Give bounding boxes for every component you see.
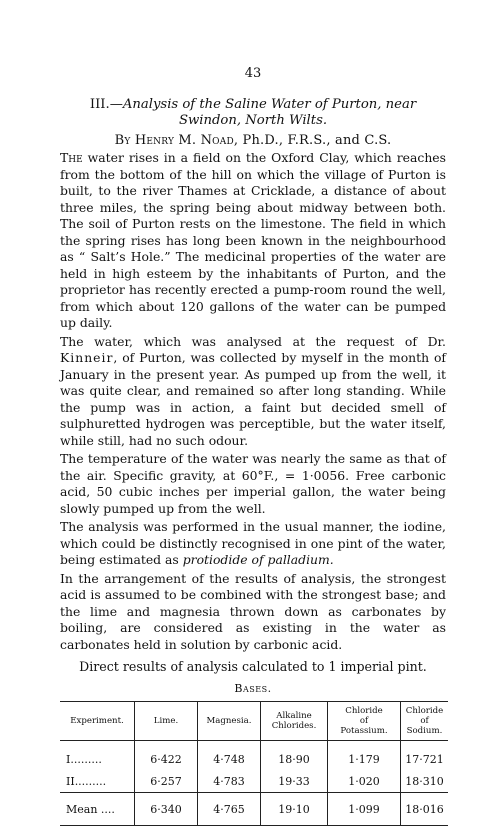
- paragraph-4: [60, 519, 446, 569]
- header-lime-text: Lime.: [153, 716, 179, 726]
- header-chloride-potassium: [328, 702, 401, 741]
- title-numeral: III.: [89, 97, 110, 112]
- table-row-mean: [60, 793, 448, 826]
- author-line: [60, 133, 446, 148]
- cell: 17·721: [401, 741, 449, 771]
- paragraph-3: The temperature of the water was nearly the same as that of the air. Specific gravity, at 60°F., = 1·0056. Free carbonic acid, 50 cubic inches per imperial gallon, the water being slowly pumped up from the well.: [60, 451, 446, 516]
- cell: 6·340: [135, 793, 198, 826]
- paragraph-2-name: Kinneir: [60, 350, 114, 365]
- table-heading: Bases.: [234, 682, 272, 695]
- page: [60, 66, 446, 826]
- cell: 6·422: [135, 741, 198, 771]
- header-experiment-text: Experiment.: [70, 716, 124, 726]
- header-alkaline-l1: Alkaline: [276, 711, 312, 721]
- paragraph-2: [60, 334, 446, 450]
- header-potassium-l3: Potassium.: [340, 726, 388, 736]
- cell: 18·310: [401, 770, 449, 793]
- cell: 1·020: [328, 770, 401, 793]
- dropcap: The: [60, 150, 83, 165]
- paragraph-5: In the arrangement of the results of analysis, the strongest acid is assumed to be combined with the strongest base; and the lime and magnesia thrown down as carbonates by boiling, are considered as existing in the water as carbonates held in solution by carbonic acid.: [60, 570, 446, 652]
- cell: 4·748: [198, 741, 261, 771]
- cell: 4·783: [198, 770, 261, 793]
- cell: 19·33: [261, 770, 328, 793]
- cell: 18·90: [261, 741, 328, 771]
- paragraph-2-before: The water, which was analysed at the request of Dr.: [60, 333, 446, 349]
- table-header-row: [60, 702, 448, 741]
- cell: I.........: [66, 752, 102, 766]
- paragraph-4-before: The analysis was performed in the usual manner, the iodine, which could be distinctly recognised in one pint of the water, being estimated as: [60, 519, 446, 567]
- header-sodium-l3: Sodium.: [406, 726, 443, 736]
- header-potassium-l2: of: [359, 716, 369, 726]
- results-table: [60, 701, 448, 826]
- header-alkaline-l2: Chlorides.: [271, 721, 317, 731]
- header-potassium-l1: Chloride: [345, 706, 383, 716]
- cell: 6·257: [135, 770, 198, 793]
- header-chloride-sodium: [401, 702, 449, 741]
- paragraph-1: [60, 150, 446, 332]
- paragraph-1-text: water rises in a field on the Oxford Clay, which reaches from the bottom of the hill on which the village of Purton is built, to the river Thames at Cricklade, a distance of about three miles, the spring being about midway between both. The soil of Purton rests on the limestone. The field in which the spring rises has long been known in the neighbourhood as “ Salt’s Hole.” The medicinal properties of the water are held in high esteem by the inhabitants of Purton, and the proprietor has recently erected a pump-room round the well, from which about 120 gallons of the water can be pumped up daily.: [60, 150, 446, 330]
- article-title: [60, 97, 446, 129]
- author-by: By: [114, 133, 131, 148]
- paragraph-2-after: , of Purton, was collected by myself in the month of January in the present year. As pumped up from the well, it was quite clear, and remained so after long standing. While the pump was in action, a faint but decided smell of sulphuretted hydrogen was perceptible, but the water itself, while still, had no such odour.: [60, 350, 446, 448]
- header-sodium-l2: of: [420, 716, 429, 726]
- header-magnesia-text: Magnesia.: [206, 716, 252, 726]
- cell: 18·016: [401, 793, 449, 826]
- header-lime: [135, 702, 198, 741]
- cell: II.........: [66, 774, 107, 788]
- header-alkaline-chlorides: [261, 702, 328, 741]
- title-text: —Analysis of the Saline Water of Purton, near Swindon, North Wilts.: [109, 97, 417, 128]
- cell: 1·099: [328, 793, 401, 826]
- header-magnesia: [198, 702, 261, 741]
- page-number: 43: [244, 66, 262, 81]
- cell: 1·179: [328, 741, 401, 771]
- author-credentials: , Ph.D., F.R.S., and C.S.: [233, 133, 392, 148]
- paragraph-4-italic: protiodide of palladium.: [182, 552, 334, 567]
- cell: Mean ....: [60, 793, 135, 826]
- cell: 19·10: [261, 793, 328, 826]
- table-row: [60, 741, 448, 771]
- header-experiment: [60, 702, 135, 741]
- table-caption: Direct results of analysis calculated to 1 imperial pint.: [79, 659, 427, 674]
- table-row: [60, 770, 448, 793]
- cell: 4·765: [198, 793, 261, 826]
- author-name: Henry M. Noad: [134, 133, 234, 148]
- header-sodium-l1: Chloride: [405, 706, 444, 716]
